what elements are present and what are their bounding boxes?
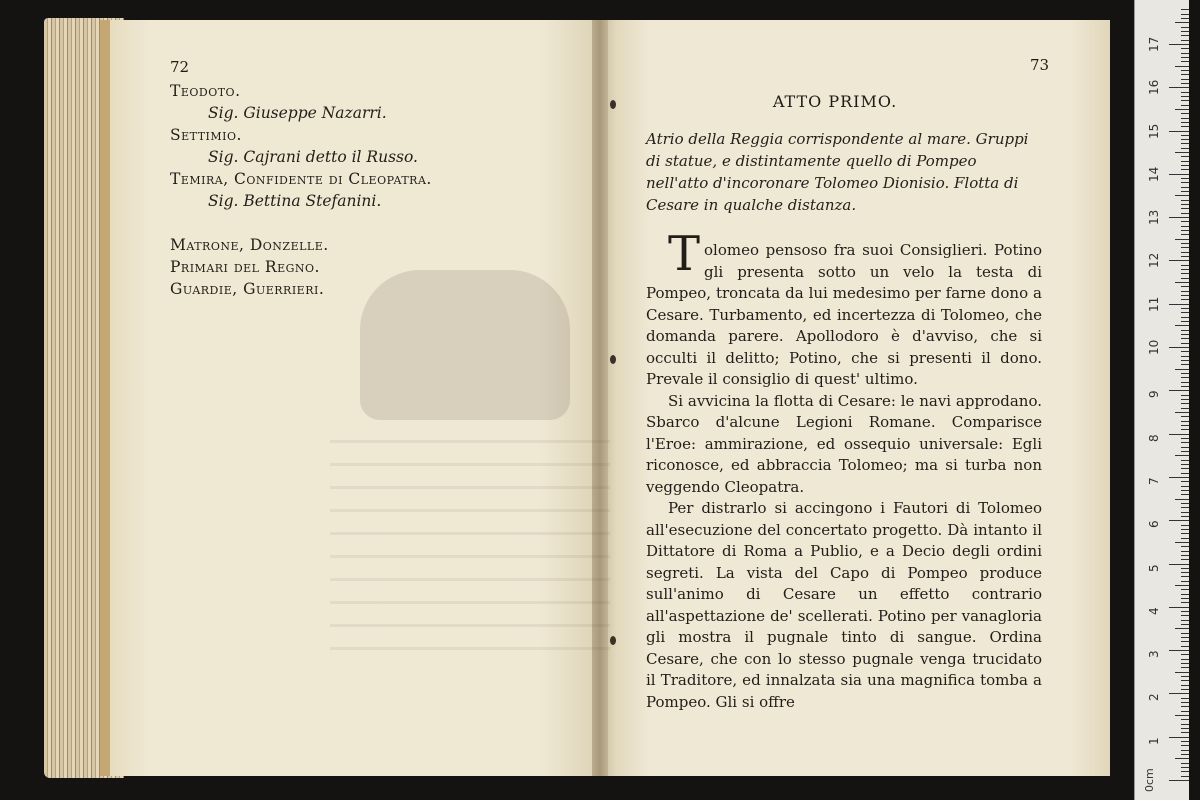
ruler-tick [1181,213,1189,214]
ruler-tick [1175,412,1189,413]
ruler-number: 17 [1147,36,1161,52]
ruler-tick [1175,109,1189,110]
ruler-tick [1181,771,1189,772]
ruler-tick [1181,83,1189,84]
ruler-number: 3 [1147,650,1161,659]
ruler-tick [1169,607,1189,608]
ruler-tick [1175,22,1189,23]
ruler-tick [1181,451,1189,452]
ruler-tick [1181,247,1189,248]
ruler-tick [1181,633,1189,634]
ruler-tick [1181,711,1189,712]
ruler-tick [1181,317,1189,318]
ruler-tick [1181,169,1189,170]
ruler-tick [1181,9,1189,10]
ruler-tick [1181,92,1189,93]
paragraph: Per distrarlo si accingono i Fautori di Tolomeo all'esecuzione del concertato progetto. Dà intanto il Dittatore di Roma a Publio, e a Decio degli ordini segreti. La vista del Capo di Pompeo produce sull'animo di Cesare un effetto contrario all'aspettazione de' scellerati. Potino per vanagloria gli mostra il pugnale tinto di sangue. Ordina Cesare, che con lo stesso pugnale venga trucidato il Traditore, ed innalzata sia una magnifica tomba a Pompeo. Gli si offre [646,499,1042,711]
ruler-tick [1181,555,1189,556]
ruler-tick [1181,464,1189,465]
ruler-tick [1181,256,1189,257]
ruler-number: 15 [1147,123,1161,139]
ruler-tick [1181,663,1189,664]
ruler-tick [1169,217,1189,218]
ruler-tick [1181,620,1189,621]
ruler-tick [1181,438,1189,439]
ruler-tick [1181,395,1189,396]
binding-hole [610,100,616,109]
ruler-tick [1181,40,1189,41]
ruler-tick [1175,542,1189,543]
ruler-tick [1169,564,1189,565]
ruler-tick [1175,672,1189,673]
ruler-tick [1181,291,1189,292]
ruler-tick [1175,152,1189,153]
ruler-tick [1181,754,1189,755]
ruler-tick [1181,468,1189,469]
ruler-tick [1181,559,1189,560]
ruler-tick [1181,615,1189,616]
ruler-tick [1181,122,1189,123]
ruler-tick [1181,654,1189,655]
ruler-tick [1169,131,1189,132]
ruler-tick [1181,234,1189,235]
ruler-number: 12 [1147,253,1161,269]
ruler-tick [1181,490,1189,491]
ruler-tick [1181,724,1189,725]
ruler-tick [1181,602,1189,603]
ruler-number: 16 [1147,79,1161,96]
ruler-tick [1181,698,1189,699]
ruler-tick [1181,35,1189,36]
ruler-tick [1181,156,1189,157]
ruler-tick [1181,598,1189,599]
ruler-tick [1181,403,1189,404]
ruler-number: 11 [1147,296,1161,312]
ruler-tick [1181,512,1189,513]
ruler-tick [1181,373,1189,374]
ruler-tick [1181,529,1189,530]
cast-role: Temira, Confidente di Cleopatra. [170,170,432,188]
ruler-tick [1181,31,1189,32]
ruler-tick [1181,676,1189,677]
ruler-tick [1181,611,1189,612]
ruler-number: 7 [1147,477,1161,485]
ruler-tick [1169,347,1189,348]
ruler-tick [1181,421,1189,422]
ruler-tick [1181,551,1189,552]
ruler-tick [1181,689,1189,690]
ruler-tick [1175,369,1189,370]
ruler-tick [1181,763,1189,764]
ruler-tick [1175,758,1189,759]
ruler-tick [1181,594,1189,595]
ruler-tick [1181,750,1189,751]
ruler-tick [1181,416,1189,417]
ruler-tick [1181,546,1189,547]
ruler-tick [1175,628,1189,629]
ruler-number: 4 [1147,607,1161,615]
paragraph [646,226,1042,391]
scene-description: Atrio della Reggia corrispondente al mare. Gruppi di statue, e distintamente quello di Pompeo nell'atto d'incoronare Tolomeo Dionisio. Flotta di Cesare in qualche distanza. [646,130,1029,214]
binding-hole [610,636,616,645]
act-title: ATTO PRIMO. [772,92,898,111]
ruler-tick [1181,57,1189,58]
measuring-ruler [1134,0,1189,800]
ruler-tick [1181,61,1189,62]
ruler-tick [1169,390,1189,391]
ruler-tick [1181,447,1189,448]
bleed-through-text [330,440,610,670]
ruler-tick [1181,442,1189,443]
ruler-tick [1181,312,1189,313]
ruler-tick [1181,377,1189,378]
ruler-number: 1 [1147,737,1161,745]
ruler-number: 5 [1147,563,1161,572]
ruler-tick [1181,460,1189,461]
ruler-tick [1181,351,1189,352]
ruler-unit-label: 0cm [1143,768,1156,792]
ruler-tick [1181,538,1189,539]
ruler-tick [1181,473,1189,474]
ruler-tick [1181,741,1189,742]
ruler-tick [1175,195,1189,196]
ruler-tick [1181,516,1189,517]
ruler-tick [1181,425,1189,426]
ruler-tick [1181,702,1189,703]
ruler-tick [1181,637,1189,638]
ruler-tick [1181,14,1189,15]
ruler-tick [1169,87,1189,88]
ruler-tick [1181,308,1189,309]
ruler-tick [1181,589,1189,590]
ruler-tick [1181,187,1189,188]
ruler-tick [1181,429,1189,430]
ruler-number: 14 [1147,166,1161,182]
extras-line: Primari del Regno. [170,258,320,276]
ruler-tick [1175,282,1189,283]
ruler-tick [1181,105,1189,106]
ruler-tick [1181,161,1189,162]
ruler-tick [1181,96,1189,97]
ruler-tick [1181,494,1189,495]
cast-actor: Sig. Giuseppe Nazarri. [208,104,387,122]
ruler-tick [1169,520,1189,521]
ruler-tick [1181,208,1189,209]
cast-actor: Sig. Cajrani detto il Russo. [208,148,418,166]
ruler-number: 6 [1147,520,1161,529]
ruler-tick [1181,165,1189,166]
ruler-tick [1181,178,1189,179]
ruler-tick [1181,182,1189,183]
ruler-tick [1181,53,1189,54]
ruler-tick [1181,776,1189,777]
ruler-tick [1181,18,1189,19]
ruler-tick [1181,486,1189,487]
ruler-tick [1169,477,1189,478]
ruler-tick [1169,693,1189,694]
ruler-tick [1181,732,1189,733]
ruler-number: 8 [1147,433,1161,442]
ruler-tick [1181,295,1189,296]
ruler-tick [1181,330,1189,331]
paragraph: Si avvicina la flotta di Cesare: le navi approdano. Sbarco d'alcune Legioni Romane. Comparisce l'Eroe: ammirazione, ed ossequio universale: Egli riconosce, ed abbraccia Tolomeo; ma si turba non veggendo Cleopatra. [646,391,1042,496]
ruler-tick [1181,685,1189,686]
ruler-tick [1181,74,1189,75]
ruler-tick [1181,364,1189,365]
ruler-tick [1175,499,1189,500]
ruler-tick [1181,321,1189,322]
ruler-tick [1175,585,1189,586]
ruler-tick [1181,382,1189,383]
ruler-number: 13 [1147,209,1161,226]
ruler-tick [1181,399,1189,400]
ruler-tick [1181,126,1189,127]
ruler-tick [1169,737,1189,738]
ruler-tick [1181,408,1189,409]
ruler-tick [1181,252,1189,253]
ruler-tick [1181,481,1189,482]
ruler-tick [1175,325,1189,326]
ruler-tick [1181,334,1189,335]
ruler-tick [1181,278,1189,279]
ruler-tick [1181,191,1189,192]
ruler-tick [1181,568,1189,569]
ruler-tick [1181,143,1189,144]
cast-actor: Sig. Bettina Stefanini. [208,192,382,210]
ruler-tick [1181,243,1189,244]
ruler-tick [1181,269,1189,270]
ruler-tick [1181,226,1189,227]
ruler-tick [1181,113,1189,114]
ruler-number: 10 [1147,339,1161,355]
ruler-tick [1181,360,1189,361]
ruler-tick [1181,503,1189,504]
ruler-tick [1181,221,1189,222]
ruler-tick [1175,239,1189,240]
ruler-tick [1181,200,1189,201]
ruler-tick [1181,581,1189,582]
ruler-tick [1181,230,1189,231]
drop-cap: T [668,226,701,282]
ruler-tick [1181,100,1189,101]
ruler-tick [1181,135,1189,136]
ruler-tick [1175,455,1189,456]
ruler-tick [1181,338,1189,339]
ruler-tick [1169,260,1189,261]
ruler-tick [1181,576,1189,577]
ruler-tick [1169,650,1189,651]
ruler-tick [1181,118,1189,119]
cast-role: Teodoto. [170,82,241,100]
ruler-tick [1169,304,1189,305]
ruler-tick [1181,265,1189,266]
ruler-tick [1181,641,1189,642]
ruler-tick [1181,27,1189,28]
cast-role: Settimio. [170,126,242,144]
binding-hole [610,355,616,364]
ruler-tick [1181,728,1189,729]
cast-list [170,80,432,300]
ruler-tick [1181,139,1189,140]
ruler-tick [1175,66,1189,67]
ruler-tick [1181,719,1189,720]
ruler-tick [1181,148,1189,149]
extras-line: Guardie, Guerrieri. [170,280,325,298]
ruler-tick [1181,273,1189,274]
ruler-tick [1169,434,1189,435]
ruler-tick [1181,79,1189,80]
ruler-tick [1181,659,1189,660]
ruler-tick [1181,572,1189,573]
ruler-tick [1181,745,1189,746]
ruler-tick [1169,174,1189,175]
ruler-tick [1181,624,1189,625]
paragraph-text: olomeo pensoso fra suoi Consiglieri. Potino gli presenta sotto un velo la testa di Pompeo, troncata da lui medesimo per farne dono a Cesare. Turbamento, ed incertezza di Tolomeo, che domanda parere. Apollodoro è d'avviso, che si occulti il delitto; Potino, che si presenti il dono. Prevale il consiglio di quest' ultimo. [646,241,1042,388]
ruler-tick [1175,715,1189,716]
ruler-tick [1169,780,1189,781]
ruler-tick [1181,299,1189,300]
ruler-tick [1181,767,1189,768]
ruler-number: 9 [1147,390,1161,399]
ruler-tick [1169,44,1189,45]
ruler-tick [1181,680,1189,681]
synopsis-text [646,226,1042,713]
ruler-tick [1181,204,1189,205]
ruler-tick [1181,646,1189,647]
right-page-number: 73 [1030,56,1050,74]
ruler-tick [1181,70,1189,71]
ruler-number: 2 [1147,693,1161,702]
ruler-tick [1181,343,1189,344]
ruler-tick [1181,386,1189,387]
ruler-tick [1181,507,1189,508]
left-page-number: 72 [170,58,190,76]
ruler-tick [1181,525,1189,526]
ruler-tick [1181,286,1189,287]
ruler-tick [1181,48,1189,49]
ruler-tick [1181,706,1189,707]
ruler-tick [1181,533,1189,534]
ruler-tick [1181,356,1189,357]
extras-line: Matrone, Donzelle. [170,236,329,254]
ruler-tick [1181,667,1189,668]
